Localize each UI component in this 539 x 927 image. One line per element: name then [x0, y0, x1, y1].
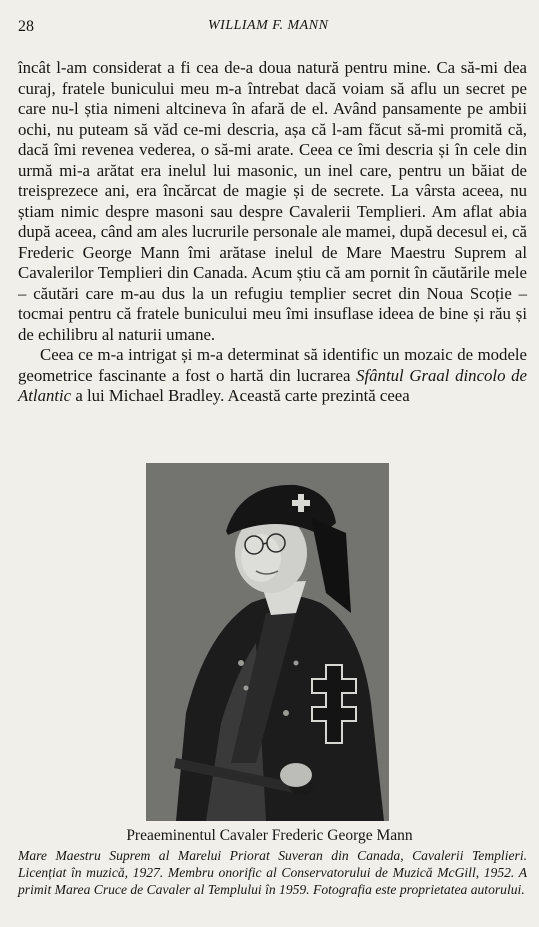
body-text	[18, 58, 527, 407]
running-title: WILLIAM F. MANN	[208, 18, 329, 33]
page-header	[18, 18, 521, 42]
caption-title: Preaeminentul Cavaler Frederic George Mann	[126, 827, 413, 844]
portrait-photo	[146, 463, 389, 821]
book-title: Sfântul Graal dincolo de Atlantic	[18, 365, 527, 405]
caption-body: Mare Maestru Suprem al Marelui Priorat Suveran din Canada, Cavalerii Templieri. Licențiat în muzică, 1927. Membru onorific al Conservatorului de Muzică McGill, 1952. A primit Marea Cruce de Cavaler al Templului în 1959. Fotografia este proprietatea autorului.	[18, 848, 527, 897]
paragraph-2-end: a lui Michael Bradley. Această carte prezintă ceea	[71, 386, 410, 405]
paragraph-2-start: Ceea ce m-a intrigat și m-a determinat să identific un mozaic de modele geometrice fascinante a fost o hartă din lucrarea	[18, 345, 527, 385]
page-number: 28	[18, 18, 34, 35]
paragraph-1: încât l-am considerat a fi cea de-a doua natură pentru mine. Ca să-mi dea curaj, fratele bunicului meu m-a întrebat dacă voiam să aflu un secret pe care nu-l știa nimeni altcineva în afară de el. Având pansamente pe ambii ochi, nu puteam să văd ce-mi descria, așa că l-am făcut să-mi promită că, dacă îmi revenea vederea, o să-mi arate. Ceea ce îmi descria și în cele din urmă mi-a arătat era inelul lui masonic, un inel care, pentru un băiat de treisprezece ani, era încărcat de magie și de secrete. La vârsta aceea, nu știam nimic despre masoni sau despre Cavalerii Templieri. Am aflat abia după aceea, când am ales lucrurile personale ale mamei, după decesul ei, că Frederic George Mann îmi arătase inelul de Mare Maestru Suprem al Cavalerilor Templieri din Canada. Acum știu că am pornit în căutările mele – căutări care m-au dus la un refugiu templier secret din Noua Scoție – tocmai pentru că fratele bunicului meu îmi insuflase ideea de bine și rău și de echilibru al naturii umane.	[18, 58, 527, 344]
portrait-illustration	[146, 463, 389, 821]
paragraph-2	[18, 345, 527, 407]
